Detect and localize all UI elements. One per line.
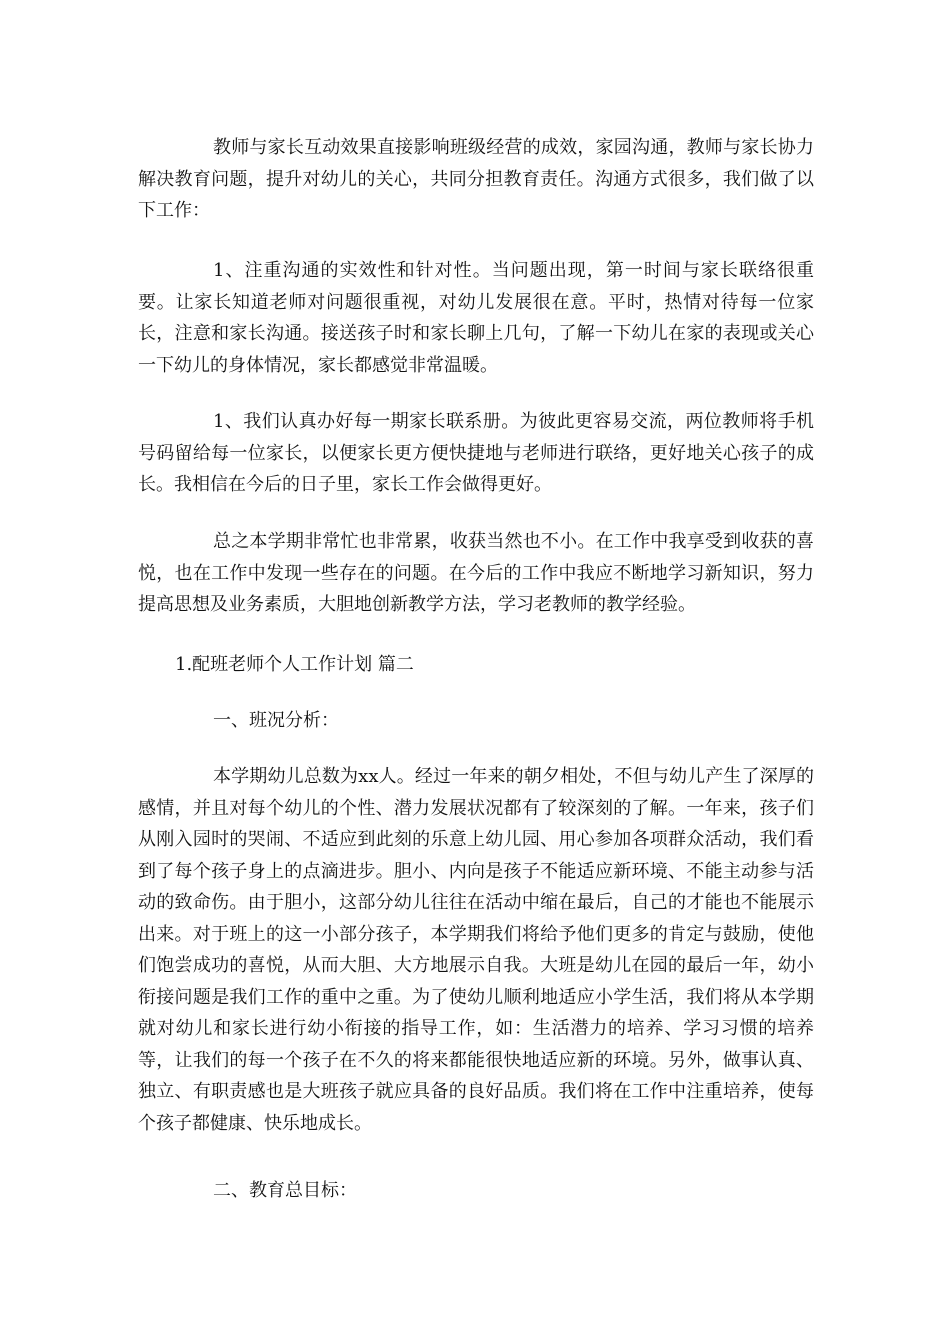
paragraph-contact-booklet: 1、我们认真办好每一期家长联系册。为彼此更容易交流，两位教师将手机号码留给每一位家长，以便家长更方便快捷地与老师进行联络，更好地关心孩子的成长。我相信在今后的日子里，家长工作会做得更好。	[138, 411, 814, 495]
paragraph-home-school-communication: 教师与家长互动效果直接影响班级经营的成效，家园沟通，教师与家长协力解决教育问题，提升对幼儿的关心，共同分担教育责任。沟通方式很多，我们做了以下工作：	[138, 137, 814, 221]
paragraph-class-analysis: 本学期幼儿总数为xx人。经过一年来的朝夕相处，不但与幼儿产生了深厚的感情，并且对每个幼儿的个性、潜力发展状况都有了较深刻的了解。一年来，孩子们从刚入园时的哭闹、不适应到此刻的乐意上幼儿园、用心参加各项群众活动，我们看到了每个孩子身上的点滴进步。胆小、内向是孩子不能适应新环境、不能主动参与活动的致命伤。由于胆小，这部分幼儿往往在活动中缩在最后，自己的才能也不能展示出来。对于班上的这一小部分孩子，本学期我们将给予他们更多的肯定与鼓励，使他们饱尝成功的喜悦，从而大胆、大方地展示自我。大班是幼儿在园的最后一年，幼小衔接问题是我们工作的重中之重。为了使幼儿顺利地适应小学生活，我们将从本学期就对幼儿和家长进行幼小衔接的指导工作，如：生活潜力的培养、学习习惯的培养等，让我们的每一个孩子在不久的将来都能很快地适应新的环境。另外，做事认真、独立、有职责感也是大班孩子就应具备的良好品质。我们将在工作中注重培养，使每个孩子都健康、快乐地成长。	[138, 766, 814, 1134]
section-title: 1.配班老师个人工作计划 篇二	[175, 654, 414, 675]
heading-class-analysis: 一、班况分析：	[213, 710, 339, 731]
paragraph-communication-effectiveness: 1、注重沟通的实效性和针对性。当问题出现，第一时间与家长联络很重要。让家长知道老师对问题很重视，对幼儿发展很在意。平时，热情对待每一位家长，注意和家长沟通。接送孩子时和家长聊上几句，了解一下幼儿在家的表现或关心一下幼儿的身体情况，家长都感觉非常温暖。	[138, 260, 814, 376]
heading-education-goals: 二、教育总目标：	[213, 1180, 357, 1201]
paragraph-summary: 总之本学期非常忙也非常累，收获当然也不小。在工作中我享受到收获的喜悦，也在工作中发现一些存在的问题。在今后的工作中我应不断地学习新知识，努力提高思想及业务素质，大胆地创新教学方法，学习老教师的教学经验。	[138, 531, 814, 615]
